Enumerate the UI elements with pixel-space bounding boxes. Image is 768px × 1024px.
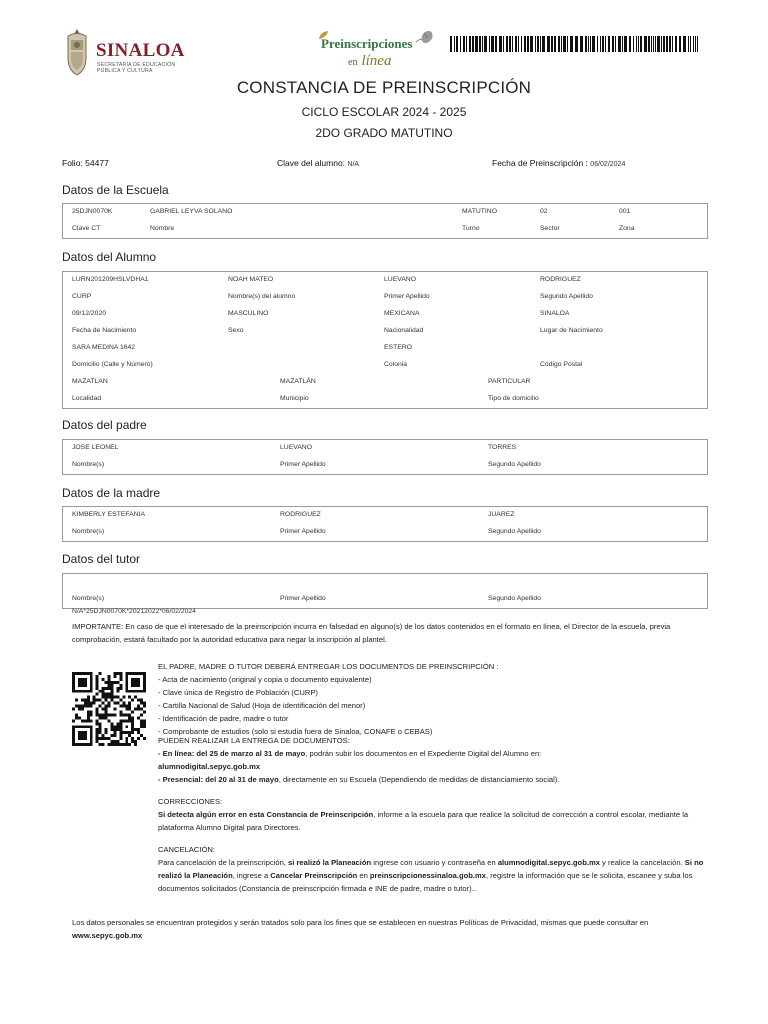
cancel-part: Para cancelación de la preinscripción,: [158, 858, 289, 867]
mouse-icon: [414, 28, 434, 48]
document-header: [0, 24, 768, 80]
student-row-2-labels: [63, 323, 707, 340]
sepyc-link: www.sepyc.gob.mx: [72, 931, 143, 940]
registration-date: [492, 158, 625, 168]
sex-label: Sexo: [228, 327, 244, 334]
in-person-delivery: [158, 773, 708, 786]
sinaloa-subtitle-line2: PÚBLICA Y CULTURA: [97, 68, 153, 74]
en-label: en: [348, 57, 358, 68]
student-names-value: NOAH MATEO: [228, 276, 274, 283]
student-row-3-labels: [63, 357, 707, 374]
folio-value: 54477: [85, 158, 109, 168]
school-shift-label: Turno: [462, 225, 480, 232]
school-labels-row: [63, 221, 707, 238]
mother-names-label: Nombre(s): [72, 528, 105, 535]
father-values-row: [63, 440, 707, 457]
father-names-label: Nombre(s): [72, 461, 105, 468]
sinaloa-wordmark: SINALOA: [96, 40, 185, 61]
student-row-4-labels: [63, 391, 707, 408]
tutor-values-row: [63, 574, 707, 591]
student-data-box: [62, 271, 708, 409]
important-notice: IMPORTANTE: En caso de que el interesado de la preinscripción incurra en falsedad en alguno(s) de los datos contenidos en el formato en línea, el Director de la escuela, previa comprobación, estará facultado por la autoridad educativa para negar la inscripción al plantel.: [72, 622, 671, 644]
cancellation-text: [158, 856, 708, 895]
cancellation-heading: CANCELACIÓN:: [158, 845, 215, 854]
in-person-label: - Presencial:: [158, 775, 204, 784]
in-person-text: , directamente en su Escuela (Dependiendo de medidas de distanciamiento social).: [278, 775, 560, 784]
address-label: Domicilio (Calle y Número): [72, 361, 153, 368]
father-first-surname-value: LUEVANO: [280, 444, 312, 451]
school-zone-label: Zona: [619, 225, 635, 232]
birthplace-label: Lugar de Nacimiento: [540, 327, 603, 334]
school-cycle: CICLO ESCOLAR 2024 - 2025: [301, 105, 467, 119]
municipality-value: MAZATLÁN: [280, 378, 316, 385]
cancel-part: ingrese con usuario y contraseña en: [371, 858, 498, 867]
student-section-title: Datos del Alumno: [62, 250, 157, 264]
student-names-label: Nombre(s) del alumno: [228, 293, 296, 300]
doc-item: - Comprobante de estudios (solo si estudia fuera de Sinaloa, CONAFE o CEBAS): [158, 727, 433, 736]
registration-date-label: Fecha de Preinscripción :: [492, 158, 588, 168]
birthdate-label: Fecha de Nacimiento: [72, 327, 137, 334]
nationality-label: Nacionalidad: [384, 327, 424, 334]
student-first-surname-value: LUEVANO: [384, 276, 416, 283]
linea-label: línea: [361, 53, 392, 69]
mother-section-title: Datos de la madre: [62, 486, 161, 500]
mother-first-surname-value: RODRIGUEZ: [280, 511, 321, 518]
school-zone-value: 001: [619, 208, 631, 215]
student-key-label: Clave del alumno:: [277, 158, 346, 168]
doc-item: - Identificación de padre, madre o tutor: [158, 714, 289, 723]
corrections-bold: Si detecta algún error en esta Constancia de Preinscripción: [158, 810, 374, 819]
sinaloa-shield-icon: [64, 28, 90, 76]
municipality-label: Municipio: [280, 395, 309, 402]
mother-first-surname-label: Primer Apellido: [280, 528, 326, 535]
instructions: [158, 660, 708, 895]
mother-second-surname-value: JUAREZ: [488, 511, 515, 518]
school-section-title: Datos de la Escuela: [62, 183, 169, 197]
nationality-value: MEXICANA: [384, 310, 420, 317]
student-row-1-values: [63, 272, 707, 289]
student-key: [277, 158, 359, 168]
school-ct-label: Clave CT: [72, 225, 101, 232]
sex-value: MASCULINO: [228, 310, 269, 317]
birthplace-value: SINALOA: [540, 310, 570, 317]
grade-shift: 2DO GRADO MATUTINO: [315, 126, 453, 140]
school-sector-value: 02: [540, 208, 548, 215]
online-url: [158, 760, 708, 773]
online-delivery: [158, 747, 708, 760]
student-second-surname-label: Segundo Apellido: [540, 293, 593, 300]
delivery-heading: PUEDEN REALIZAR LA ENTREGA DE DOCUMENTOS:: [158, 736, 350, 745]
sinaloa-subtitle-line1: SECRETARÍA DE EDUCACIÓN: [97, 62, 176, 68]
cancel-part: si realizó la Planeación: [288, 858, 372, 867]
folio-label: Folio:: [62, 158, 83, 168]
doc-item: - Acta de nacimiento (original y copia o documento equivalente): [158, 675, 372, 684]
qr-code-icon: [72, 672, 146, 746]
student-row-4-values: [63, 374, 707, 391]
mother-labels-row: [63, 524, 707, 541]
registration-date-value: 06/02/2024: [590, 161, 626, 168]
tutor-section-title: Datos del tutor: [62, 552, 141, 566]
alumnodigital-link: alumnodigital.sepyc.gob.mx: [158, 762, 261, 771]
father-first-surname-label: Primer Apellido: [280, 461, 326, 468]
cancel-part: en: [357, 871, 370, 880]
in-person-dates: del 20 al 31 de mayo: [203, 775, 279, 784]
father-data-box: [62, 439, 708, 475]
cancel-part: Cancelar Preinscripción: [270, 871, 358, 880]
corrections-heading: CORRECCIONES:: [158, 797, 223, 806]
tutor-data-box: [62, 573, 708, 609]
school-values-row: [63, 204, 707, 221]
en-linea-wordmark: [348, 53, 391, 70]
father-second-surname-value: TORRES: [488, 444, 517, 451]
school-name-value: GABRIEL LEYVA SOLANO: [150, 208, 233, 215]
online-text: , podrán subir los documentos en el Expediente Digital del Alumno en:: [305, 749, 542, 758]
privacy-text: Los datos personales se encuentran protegidos y serán tratados solo para los fines que se establecen en nuestras Políticas de Privacidad, mismas que puede consultar en: [72, 918, 649, 927]
sinaloa-logo: [64, 28, 184, 78]
school-ct-value: 25DJN0070K: [72, 208, 113, 215]
curp-label: CURP: [72, 293, 92, 300]
locality-value: MAZATLAN: [72, 378, 108, 385]
cancel-part: Si no realizó la Planeación: [158, 858, 704, 880]
locality-label: Localidad: [72, 395, 102, 402]
student-row-3-values: [63, 340, 707, 357]
cancel-part: , ingrese a: [232, 871, 271, 880]
documents-heading: EL PADRE, MADRE O TUTOR DEBERÁ ENTREGAR LOS DOCUMENTOS DE PREINSCRIPCIÓN :: [158, 662, 499, 671]
preinscripciones-logo: [318, 26, 438, 76]
student-first-surname-label: Primer Apellido: [384, 293, 430, 300]
tutor-second-surname-label: Segundo Apellido: [488, 595, 541, 602]
document-code: N/A*25DJN0070K*20212022*06/02/2024: [72, 608, 196, 615]
school-name-label: Nombre: [150, 225, 175, 232]
school-data-box: [62, 203, 708, 239]
student-row-1-labels: [63, 289, 707, 306]
birthdate-value: 09/12/2020: [72, 310, 107, 317]
online-dates: : del 25 de marzo al 31 de mayo: [191, 749, 306, 758]
tutor-labels-row: [63, 591, 707, 608]
school-sector-label: Sector: [540, 225, 560, 232]
mother-names-value: KIMBERLY ESTEFANIA: [72, 511, 146, 518]
cancel-part: , registre la información que se le solicita, escanee y suba los documentos solicitados (Constancia de preinscripción firmada e INE de padre, madre o tutor)..: [158, 871, 693, 893]
doc-item: - Cartilla Nacional de Salud (Hoja de identificación del menor): [158, 701, 366, 710]
sinaloa-subtitle: [97, 62, 175, 74]
father-names-value: JOSE LEONEL: [72, 444, 119, 451]
alumnodigital-link: alumnodigital.sepyc.gob.mx: [497, 858, 600, 867]
cancel-part: y realice la cancelación.: [599, 858, 685, 867]
school-shift-value: MATUTINO: [462, 208, 497, 215]
tutor-names-label: Nombre(s): [72, 595, 105, 602]
postal-code-label: Código Postal: [540, 361, 583, 368]
preinscripciones-wordmark: Preinscripciones: [321, 36, 413, 51]
privacy-notice: [72, 916, 702, 942]
online-label: - En línea: [158, 749, 192, 758]
mother-second-surname-label: Segundo Apellido: [488, 528, 541, 535]
preinscripciones-link: preinscripcionessinaloa.gob.mx: [369, 871, 486, 880]
father-section-title: Datos del padre: [62, 418, 147, 432]
tutor-first-surname-label: Primer Apellido: [280, 595, 326, 602]
student-row-2-values: [63, 306, 707, 323]
student-key-value: N/A: [347, 161, 360, 168]
neighborhood-value: ESTERO: [384, 344, 412, 351]
mother-values-row: [63, 507, 707, 524]
corrections-text: [158, 808, 708, 834]
curp-value: LURN201209HSLVDHA1: [72, 276, 149, 283]
doc-item: - Clave única de Registro de Población (CURP): [158, 688, 318, 697]
folio: [62, 158, 109, 168]
corrections-body: , informe a la escuela para que realice la solicitud de corrección a control escolar, mediante la plataforma Alumno Digital para Directores.: [158, 810, 689, 832]
address-type-label: Tipo de domicilio: [488, 395, 539, 402]
neighborhood-label: Colonia: [384, 361, 408, 368]
registration-meta: [62, 158, 722, 172]
student-second-surname-value: RODRIGUEZ: [540, 276, 581, 283]
page-title: CONSTANCIA DE PREINSCRIPCIÓN: [236, 78, 532, 97]
father-second-surname-label: Segundo Apellido: [488, 461, 541, 468]
father-labels-row: [63, 457, 707, 474]
barcode-icon: [450, 36, 702, 52]
address-type-value: PARTICULAR: [488, 378, 531, 385]
mother-data-box: [62, 506, 708, 542]
address-value: SARA MEDINA 1642: [72, 344, 136, 351]
